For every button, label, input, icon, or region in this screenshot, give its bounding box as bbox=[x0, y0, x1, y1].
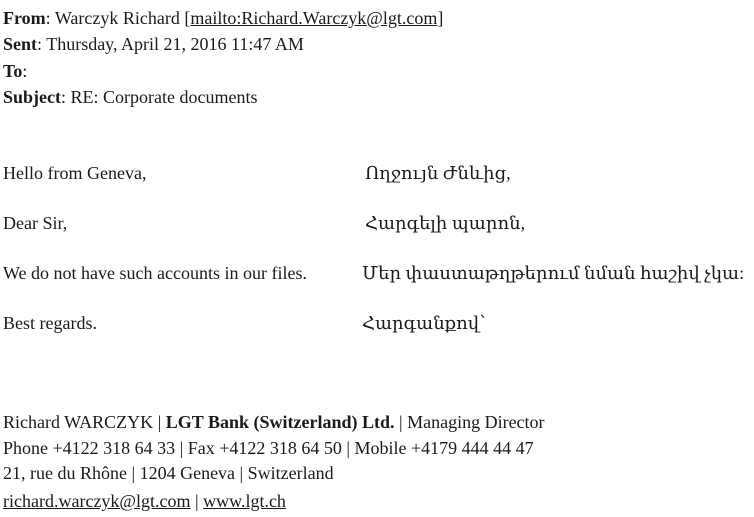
to-line: To: bbox=[3, 61, 28, 81]
signature-name: Richard WARCZYK bbox=[3, 412, 154, 432]
body-en-0: Hello from Geneva, bbox=[3, 163, 147, 183]
signature-phone-line: Phone +4122 318 64 33 | Fax +4122 318 64 50 | Mobile +4179 444 44 47 bbox=[3, 438, 534, 458]
sent-value: Thursday, April 21, 2016 11:47 AM bbox=[46, 34, 304, 54]
body-en-1: Dear Sir, bbox=[3, 213, 68, 233]
separator: | bbox=[394, 412, 408, 432]
signature-links-line bbox=[3, 490, 286, 512]
separator: | bbox=[153, 412, 166, 432]
email-link[interactable]: richard.warczyk@lgt.com bbox=[3, 491, 191, 511]
sent-label: Sent bbox=[3, 34, 38, 54]
to-label: To bbox=[3, 61, 23, 81]
from-mailto-link[interactable]: mailto:Richard.Warczyk@lgt.com bbox=[190, 8, 438, 28]
signature-line-1 bbox=[3, 411, 545, 433]
signature-title: Managing Director bbox=[407, 412, 545, 432]
sent-line: Sent: Thursday, April 21, 2016 11:47 AM bbox=[3, 34, 304, 54]
body-hy-1: Հարգելի պարոն, bbox=[365, 213, 526, 233]
subject-line: Subject: RE: Corporate documents bbox=[3, 87, 258, 107]
from-line: From: Warczyk Richard [mailto:Richard.Warczyk@lgt.com] bbox=[3, 8, 444, 28]
subject-value: RE: Corporate documents bbox=[70, 87, 258, 107]
body-hy-2: Մեր փաստաթղթերում նման հաշիվ չկա: bbox=[362, 263, 745, 283]
bank-name-b: (Switzerland) bbox=[253, 412, 358, 432]
body-en-3: Best regards. bbox=[3, 313, 97, 333]
from-name: Warczyk Richard [ bbox=[54, 8, 191, 28]
bank-name-a: LGT Bank bbox=[165, 412, 249, 432]
separator: | bbox=[190, 491, 204, 511]
body-en-2: We do not have such accounts in our files. bbox=[3, 263, 307, 283]
signature-address-line: 21, rue du Rhône | 1204 Geneva | Switzerland bbox=[3, 463, 334, 483]
body-hy-0: Ողջույն Ժնևից, bbox=[365, 163, 511, 183]
bank-name-c: Ltd. bbox=[361, 412, 395, 432]
body-hy-3: Հարգանքով՝ bbox=[362, 313, 486, 333]
website-link[interactable]: www.lgt.ch bbox=[203, 491, 286, 511]
from-label: From bbox=[3, 8, 46, 28]
from-close: ] bbox=[437, 8, 444, 28]
subject-label: Subject bbox=[3, 87, 61, 107]
